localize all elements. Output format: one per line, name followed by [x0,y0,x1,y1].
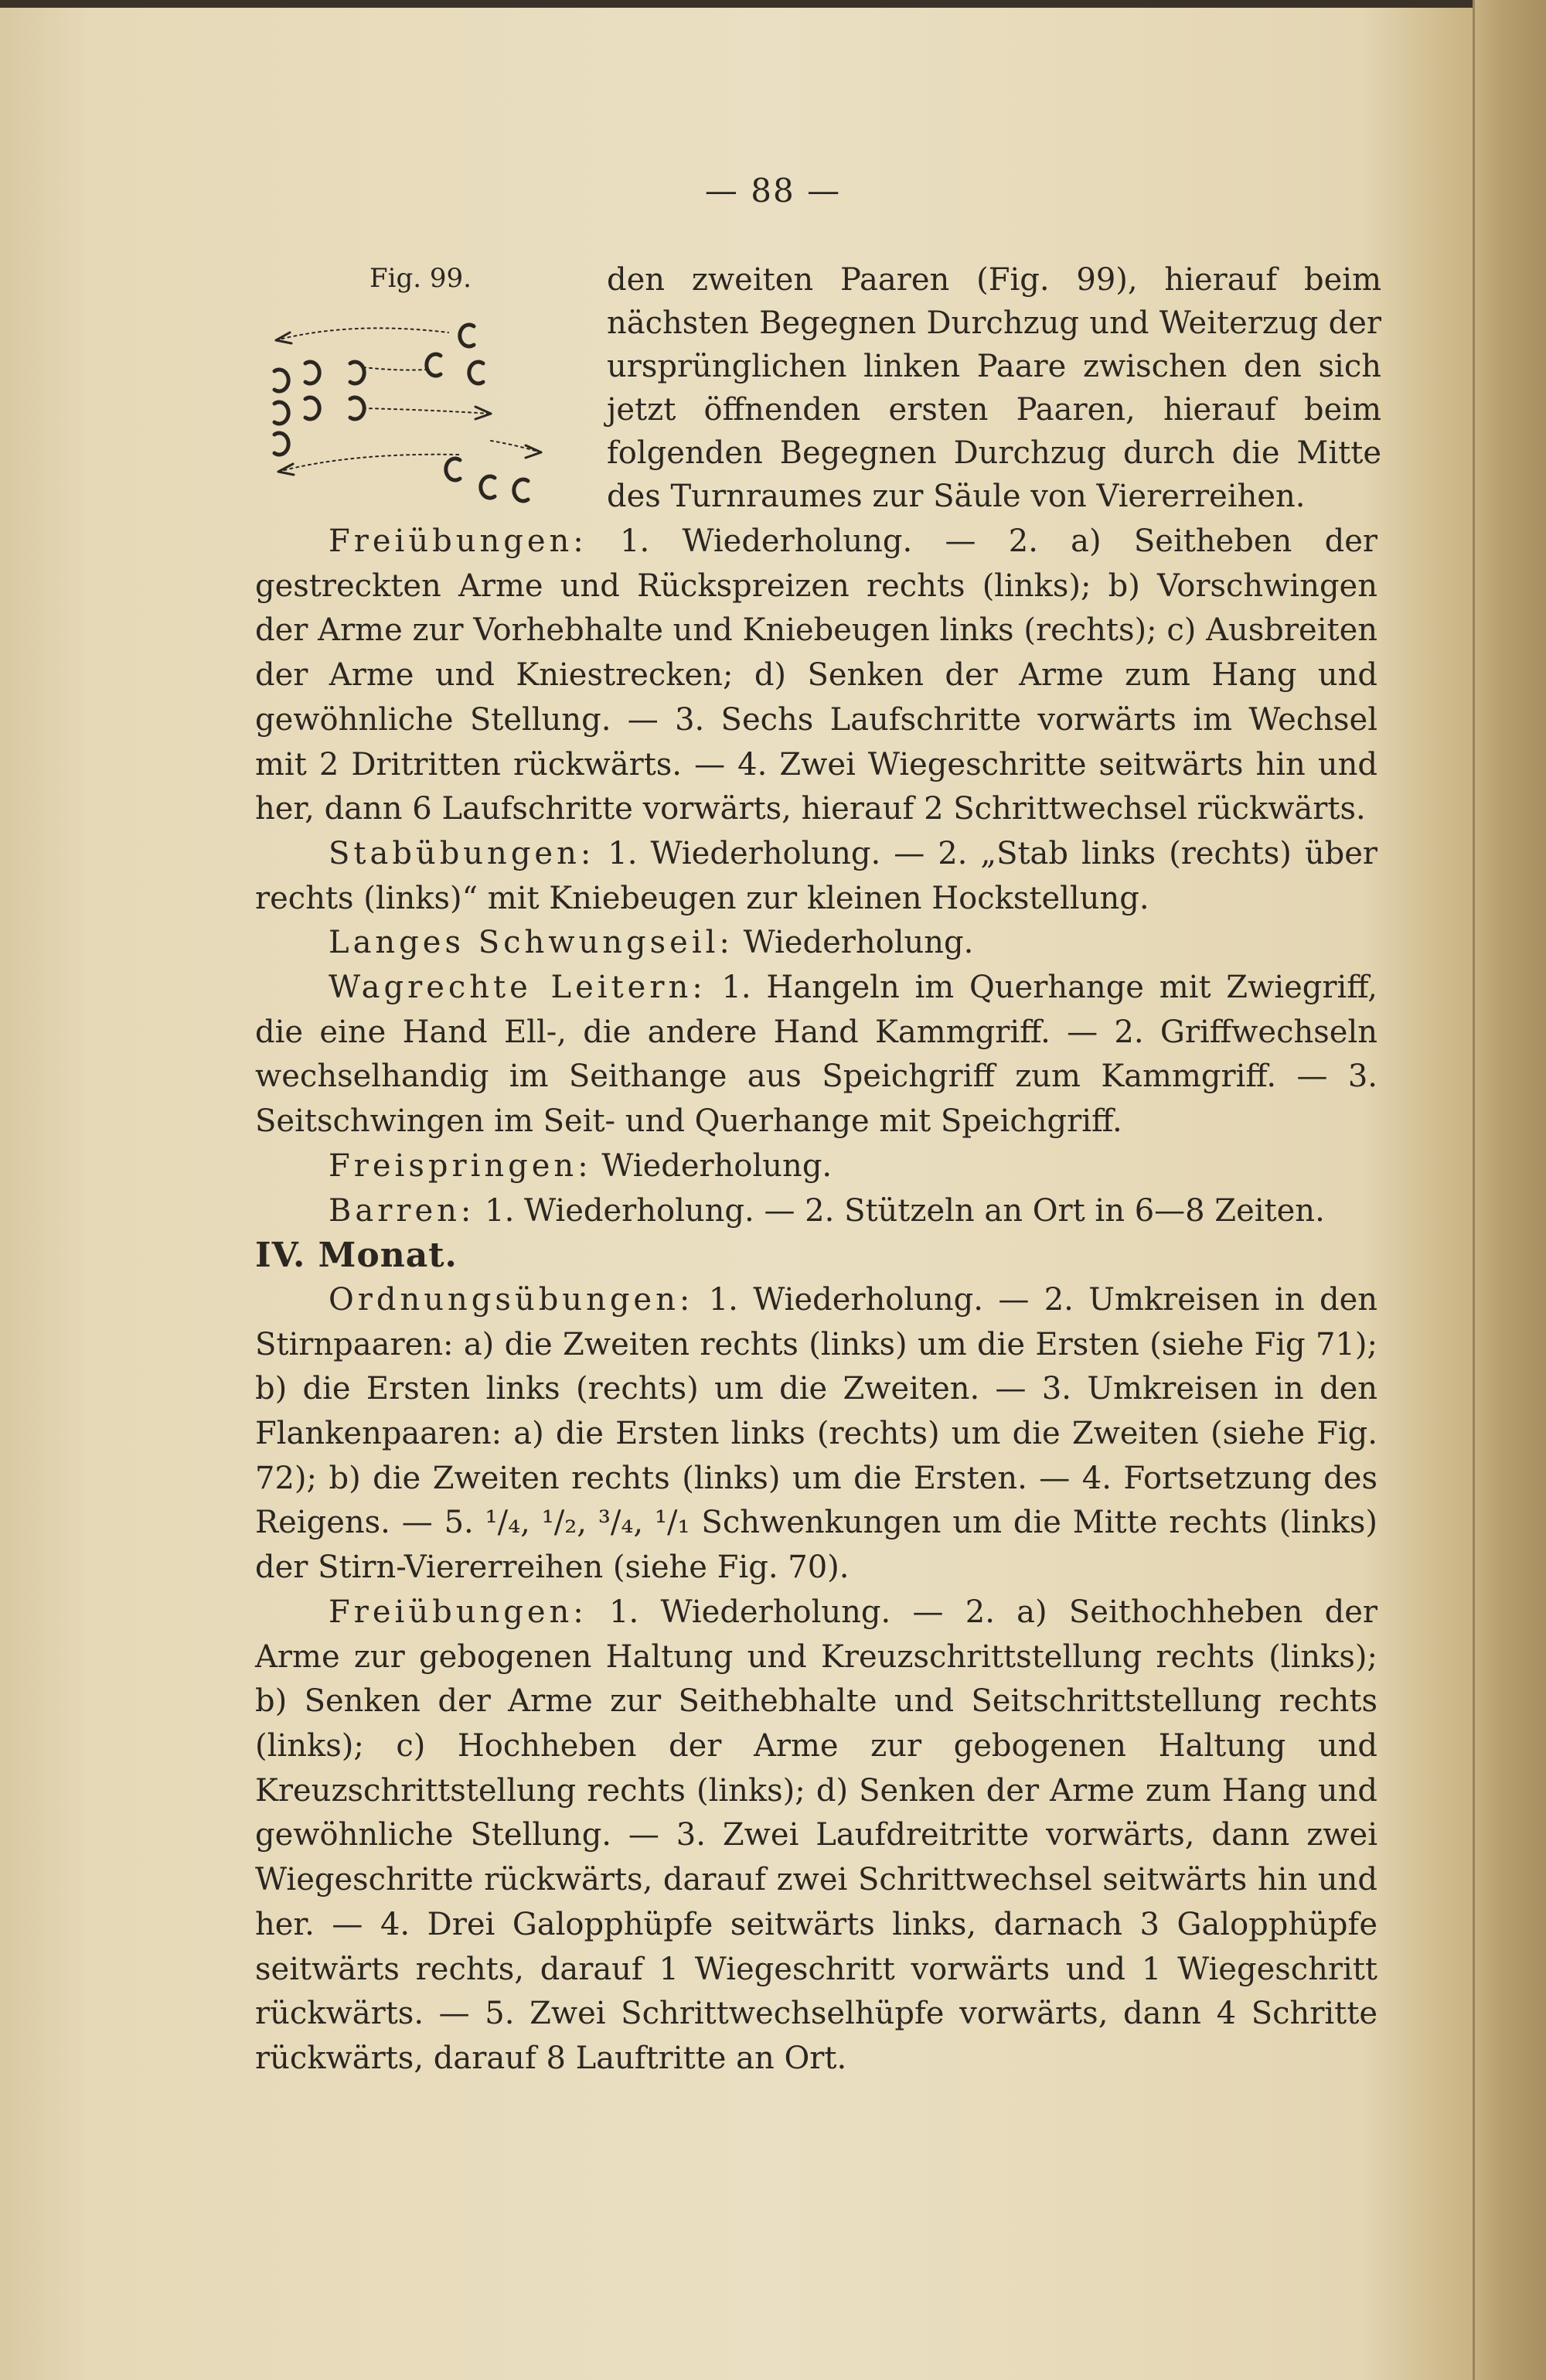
paragraph-freiuebungen-2 [255,1591,1377,2082]
paragraph-ordnungsuebungen [255,1278,1377,1591]
paragraph-barren [255,1189,1377,1234]
section-heading: IV. Monat. [255,1236,458,1276]
paragraph-title: Barren: [329,1192,475,1229]
paragraph-title: Langes Schwungseil: [329,925,734,961]
paragraph-body: 1. Wiederholung. — 2. a) Seithochheben der Arme zur gebogenen Haltung und Kreuzschrittstellung rechts (links); b) Senken der Arme zur Seithebhalte und Seitschrittstellung rechts (links); c) Hochheben der Arme zur gebogenen Haltung und Kreuzschrittstellung rechts (links); d) Senken der Arme zum Hang und gewöhnliche Stellung. — 3. Zwei Laufdreitritte vorwärts, dann zwei Wiegeschritte rückwärts, darauf zwei Schrittwechsel seitwärts hin und her. — 4. Drei Galopphüpfe seitwärts links, darnach 3 Galopphüpfe seitwärts rechts, darauf 1 Wiegeschritt vorwärts und 1 Wiegeschritt rückwärts. — 5. Zwei Schrittwechselhüpfe vorwärts, dann 4 Schritte rückwärts, darauf 8 Lauftritte an Ort. [255,1594,1377,2076]
paragraph-body: 1. Wiederholung. — 2. „Stab links (rechts) über rechts (links)“ mit Kniebeugen zur kleinen Hockstellung. [255,835,1377,916]
paragraph-body: 1. Wiederholung. — 2. a) Seitheben der gestreckten Arme und Rückspreizen rechts (links); b) Vorschwingen der Arme zur Vorhebhalte und Kniebeugen links (rechts); c) Ausbreiten der Arme und Kniestrecken; d) Senken der Arme zum Hang und gewöhnliche Stellung. — 3. Sechs Laufschritte vorwärts im Wechsel mit 2 Dritritten rückwärts. — 4. Zwei Wiegeschritte seitwärts hin und her, dann 6 Laufschritte vorwärts, hierauf 2 Schrittwechsel rückwärts. [255,523,1377,827]
figure-side-text: den zweiten Paaren (Fig. 99), hierauf beim nächsten Begegnen Durchzug und Weiterzug der ursprünglichen linken Paare zwischen den sich jetzt öffnenden ersten Paaren, hierauf beim folgenden Begegnen Durchzug durch die Mitte des Turnraumes zur Säule von Viererreihen. [607,262,1381,514]
paragraph-title: Ordnungsübungen: [329,1281,694,1318]
figure-99-diagram [259,309,584,510]
paragraph-leitern [255,966,1377,1144]
paragraph-body: 1. Wiederholung. — 2. Umkreisen in den Stirnpaaren: a) die Zweiten rechts (links) um die Ersten (siehe Fig 71); b) die Ersten links (rechts) um die Zweiten. — 3. Umkreisen in den Flankenpaaren: a) die Ersten links (rechts) um die Zweiten (siehe Fig. 72); b) die Zweiten rechts (links) um die Ersten. — 4. Fortsetzung des Reigens. — 5. ¹/₄, ¹/₂, ³/₄, ¹/₁ Schwenkungen um die Mitte rechts (links) der Stirn-Viererreihen (siehe Fig. 70). [255,1281,1377,1586]
paragraph-title: Freispringen: [329,1147,592,1184]
paragraph-stabuebungen [255,832,1377,921]
paragraph-freiuebungen [255,520,1377,832]
paragraph-title: Freiübungen: [329,1594,587,1630]
paragraph-freispringen [255,1144,1377,1189]
paragraph-body: Wiederholung. [733,925,974,961]
gutter-line [1473,0,1475,2380]
paragraph-body: Wiederholung. [591,1147,833,1184]
paragraph-body: 1. Hangeln im Querhange mit Zwiegriff, die eine Hand Ell-, die andere Hand Kammgriff. — 2. Griffwechseln wechselhandig im Seithange aus Speichgriff zum Kammgriff. — 3. Seitschwingen im Seit- und Querhange mit Speichgriff. [255,970,1378,1140]
paragraph-title: Freiübungen: [329,523,587,559]
main-text [255,520,1377,2082]
paragraph-body: 1. Wiederholung. — 2. Stützeln an Ort in 6—8 Zeiten. [475,1192,1325,1229]
paragraph-schwungseil [255,921,1377,966]
page-number: — 88 — [704,172,842,210]
page-gutter-shadow [1473,0,1546,2380]
page-top-edge [0,0,1546,8]
figure-label: Fig. 99. [369,263,472,294]
paragraph-title: Stabübungen: [329,835,595,871]
paragraph-title: Wagrechte Leitern: [329,970,707,1006]
